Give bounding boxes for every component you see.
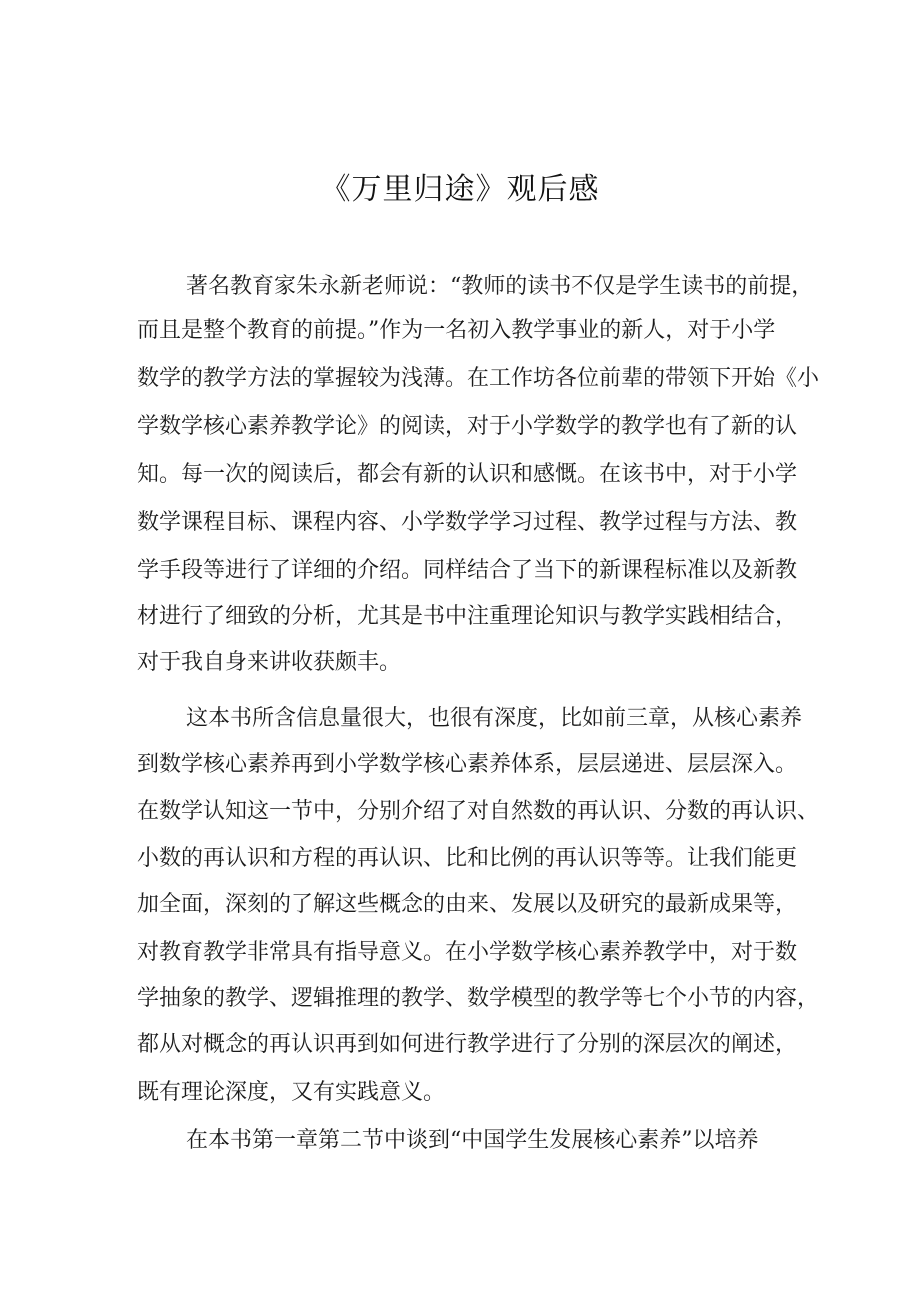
paragraph-2-line-8: 都从对概念的再认识再到如何进行教学进行了分别的深层次的阐述， [137,1032,798,1057]
paragraph-1-line-6: 数学课程目标、课程内容、小学数学学习过程、教学过程与方法、教 [137,510,798,535]
paragraph-2-line-2: 到数学核心素养再到小学数学核心素养体系，层层递进、层层深入。 [137,752,798,777]
paragraph-1-line-7: 学手段等进行了详细的介绍。同样结合了当下的新课程标准以及新教 [137,558,798,583]
paragraph-1-line-4: 学数学核心素养教学论》的阅读，对于小学数学的教学也有了新的认 [137,414,798,439]
paragraph-2-line-5: 加全面，深刻的了解这些概念的由来、发展以及研究的最新成果等， [137,892,798,917]
paragraph-2-line-7: 学抽象的教学、逻辑推理的教学、数学模型的教学等七个小节的内容， [137,986,820,1011]
paragraph-1-line-8: 材进行了细致的分析，尤其是书中注重理论知识与教学实践相结合， [137,604,798,629]
paragraph-2-line-6: 对教育教学非常具有指导意义。在小学数学核心素养教学中，对于数 [137,940,798,965]
document-title: 《万里归途》观后感 [320,172,600,207]
paragraph-2-line-1: 这本书所含信息量很大，也很有深度，比如前三章，从核心素养 [186,706,803,731]
paragraph-2-line-3: 在数学认知这一节中，分别介绍了对自然数的再认识、分数的再认识、 [137,799,820,824]
paragraph-1-line-1: 著名教育家朱永新老师说：“教师的读书不仅是学生读书的前提， [186,274,814,299]
paragraph-3-line-1: 在本书第一章第二节中谈到“中国学生发展核心素养”以培养 [186,1128,759,1153]
paragraph-2-line-9: 既有理论深度，又有实践意义。 [137,1080,446,1105]
paragraph-1-line-2: 而且是整个教育的前提。”作为一名初入教学事业的新人，对于小学 [137,318,776,343]
paragraph-1-line-9: 对于我自身来讲收获颇丰。 [137,650,402,675]
paragraph-2-line-4: 小数的再认识和方程的再认识、比和比例的再认识等等。让我们能更 [137,846,798,871]
paragraph-1-line-3: 数学的教学方法的掌握较为浅薄。在工作坊各位前辈的带领下开始《小 [137,366,820,391]
paragraph-1-line-5: 知。每一次的阅读后，都会有新的认识和感慨。在该书中，对于小学 [137,462,798,487]
